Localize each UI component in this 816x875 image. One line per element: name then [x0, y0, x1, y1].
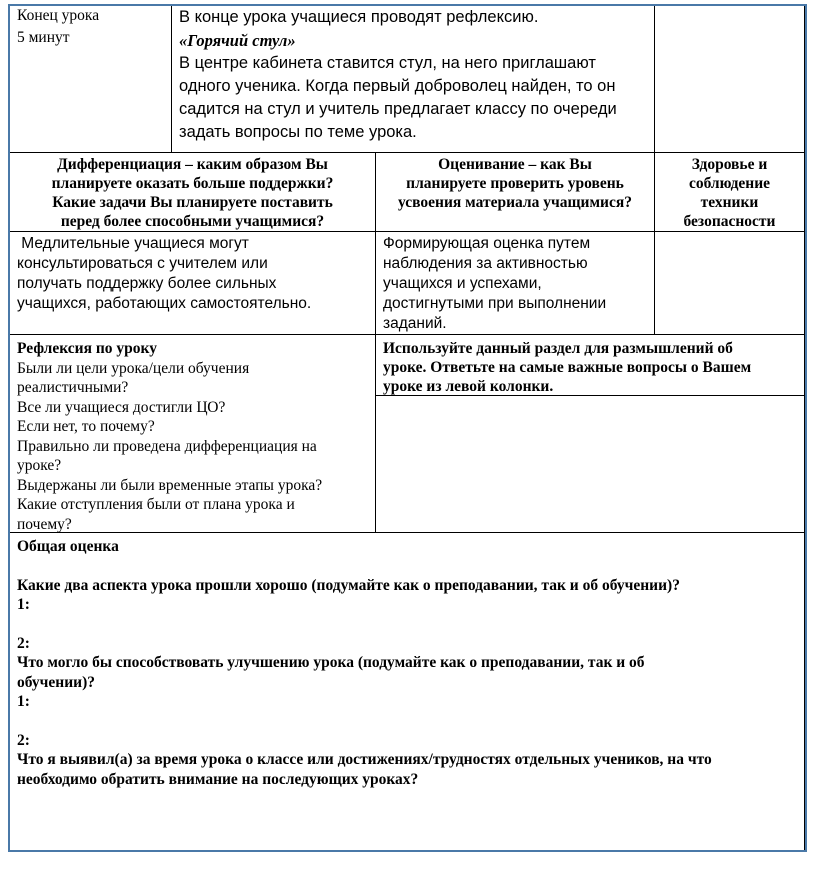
- reflection-question: почему?: [17, 515, 72, 533]
- reflection-answer-area[interactable]: [376, 396, 805, 533]
- summary-question-2: Что могло бы способствовать улучшению урока (подумайте как о преподавании, так и об: [17, 654, 645, 671]
- answer-item: 2:: [17, 634, 30, 652]
- reflection-question: уроке?: [17, 457, 62, 474]
- activity-description-cell: [172, 6, 655, 153]
- reflection-question: Если нет, то почему?: [17, 418, 155, 435]
- description-line-1: В конце урока учащиеся проводят рефлексию.: [179, 8, 539, 26]
- description-line: одного ученика. Когда первый доброволец найден, то он: [179, 77, 616, 95]
- answer-item: 1:: [17, 596, 30, 613]
- reflection-question: Все ли учащиеся достигли ЦО?: [17, 398, 226, 416]
- stage-cell: [10, 6, 172, 153]
- stage-time: 5 минут: [17, 29, 70, 46]
- answer-item: 2:: [17, 731, 30, 749]
- assessment-content: Формирующая оценка путем наблюдения за активностью учащихся и успехами, достигнутыми при выполнении заданий.: [376, 232, 655, 335]
- summary-question-3: Что я выявил(а) за время урока о классе или достижениях/трудностях отдельных учеников, на что: [17, 751, 712, 768]
- description-line: В центре кабинета ставится стул, на него приглашают: [179, 54, 596, 72]
- reflection-question: Правильно ли проведена дифференциация на: [17, 437, 317, 455]
- description-line: садится на стул и учитель предлагает классу по очереди: [179, 100, 617, 118]
- reflection-title: Рефлексия по уроку: [17, 340, 157, 357]
- reflection-question: Выдержаны ли были временные этапы урока?: [17, 476, 323, 494]
- reflection-question: реалистичными?: [17, 379, 129, 396]
- reflection-questions-cell: [10, 335, 376, 533]
- health-safety-header: Здоровье и соблюдение техники безопасности: [655, 153, 805, 232]
- stage-title: Конец урока: [17, 7, 100, 24]
- reflection-instruction-cell: Используйте данный раздел для размышлений об уроке. Ответьте на самые важные вопросы о Вашем уроке из левой колонки.: [376, 335, 805, 396]
- summary-title: Общая оценка: [17, 538, 119, 555]
- reflection-question: Какие отступления были от плана урока и: [17, 496, 295, 513]
- summary-question-2: обучении)?: [17, 673, 95, 691]
- summary-cell: [10, 533, 805, 850]
- assessment-header: Оценивание – как Вы планируете проверить уровень усвоения материала учащимися?: [376, 153, 655, 232]
- differentiation-header: Дифференциация – каким образом Вы планируете оказать больше поддержки? Какие задачи Вы планируете поставить перед более способными учащимися?: [10, 153, 376, 232]
- health-safety-content: [655, 232, 805, 335]
- reflection-question: Были ли цели урока/цели обучения: [17, 359, 250, 377]
- description-line: задать вопросы по теме урока.: [179, 123, 417, 141]
- summary-question-3: необходимо обратить внимание на последующих уроках?: [17, 770, 419, 788]
- answer-item: 1:: [17, 693, 30, 710]
- differentiation-content: Медлительные учащиеся могут консультироваться с учителем или получать поддержку более сильных учащихся, работающих самостоятельно.: [10, 232, 376, 335]
- summary-question-1: Какие два аспекта урока прошли хорошо (подумайте как о преподавании, так и об обучении)?: [17, 576, 680, 594]
- activity-name: «Горячий стул»: [179, 31, 296, 50]
- resources-cell: [655, 6, 805, 153]
